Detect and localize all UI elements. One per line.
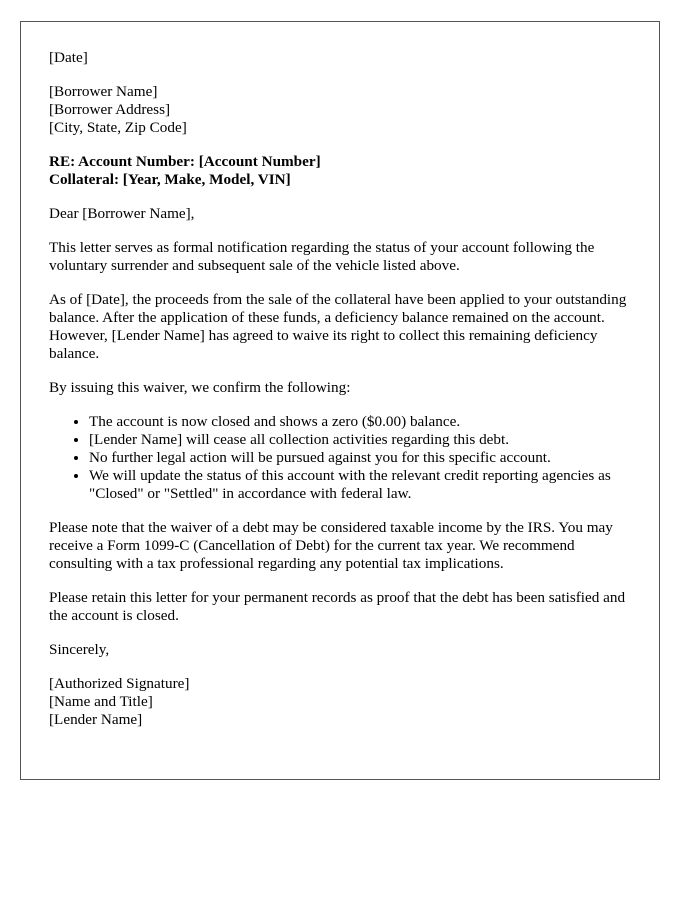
account-number-line: RE: Account Number: [Account Number] [49,153,321,170]
body-paragraph-confirm-intro: By issuing this waiver, we confirm the following: [49,379,351,396]
body-paragraph-proceeds: As of [Date], the proceeds from the sale of the collateral have been applied to your outstanding balance. After the application of these funds, a deficiency balance remained on the account. However, [Lender Name] has agreed to waive its right to collect this remaining deficiency balance. [49,291,627,362]
list-item: • [Lender Name] will cease all collection activities regarding this debt. [89,431,631,449]
body-paragraph-tax-notice: Please note that the waiver of a debt may be considered taxable income by the IRS. You may receive a Form 1099-C (Cancellation of Debt) for the current tax year. We recommend consulting with a tax professional regarding any potential tax implications. [49,519,613,572]
salutation: Dear [Borrower Name], [49,205,195,222]
list-item: • We will update the status of this account with the relevant credit reporting agencies as "Closed" or "Settled" in accordance with federal law. [89,467,631,503]
letter-page [20,21,660,780]
sign-off: Sincerely, [49,641,110,658]
authorized-signature: [Authorized Signature] [49,675,190,692]
borrower-address-block [49,83,631,137]
list-item: • No further legal action will be pursued against you for this specific account. [89,449,631,467]
collateral-line: Collateral: [Year, Make, Model, VIN] [49,171,291,188]
reference-block [49,153,631,189]
borrower-name: [Borrower Name] [49,83,158,100]
body-paragraph-notification: This letter serves as formal notification regarding the status of your account following the voluntary surrender and subsequent sale of the vehicle listed above. [49,239,595,274]
confirmation-list [49,413,631,503]
list-item: • The account is now closed and shows a zero ($0.00) balance. [89,413,631,431]
signer-name-title: [Name and Title] [49,693,153,710]
body-paragraph-retain: Please retain this letter for your permanent records as proof that the debt has been satisfied and the account is closed. [49,589,626,624]
letter-date: [Date] [49,49,88,66]
signature-block [49,675,631,729]
lender-name: [Lender Name] [49,711,143,728]
borrower-address: [Borrower Address] [49,101,171,118]
borrower-city-state-zip: [City, State, Zip Code] [49,119,187,136]
